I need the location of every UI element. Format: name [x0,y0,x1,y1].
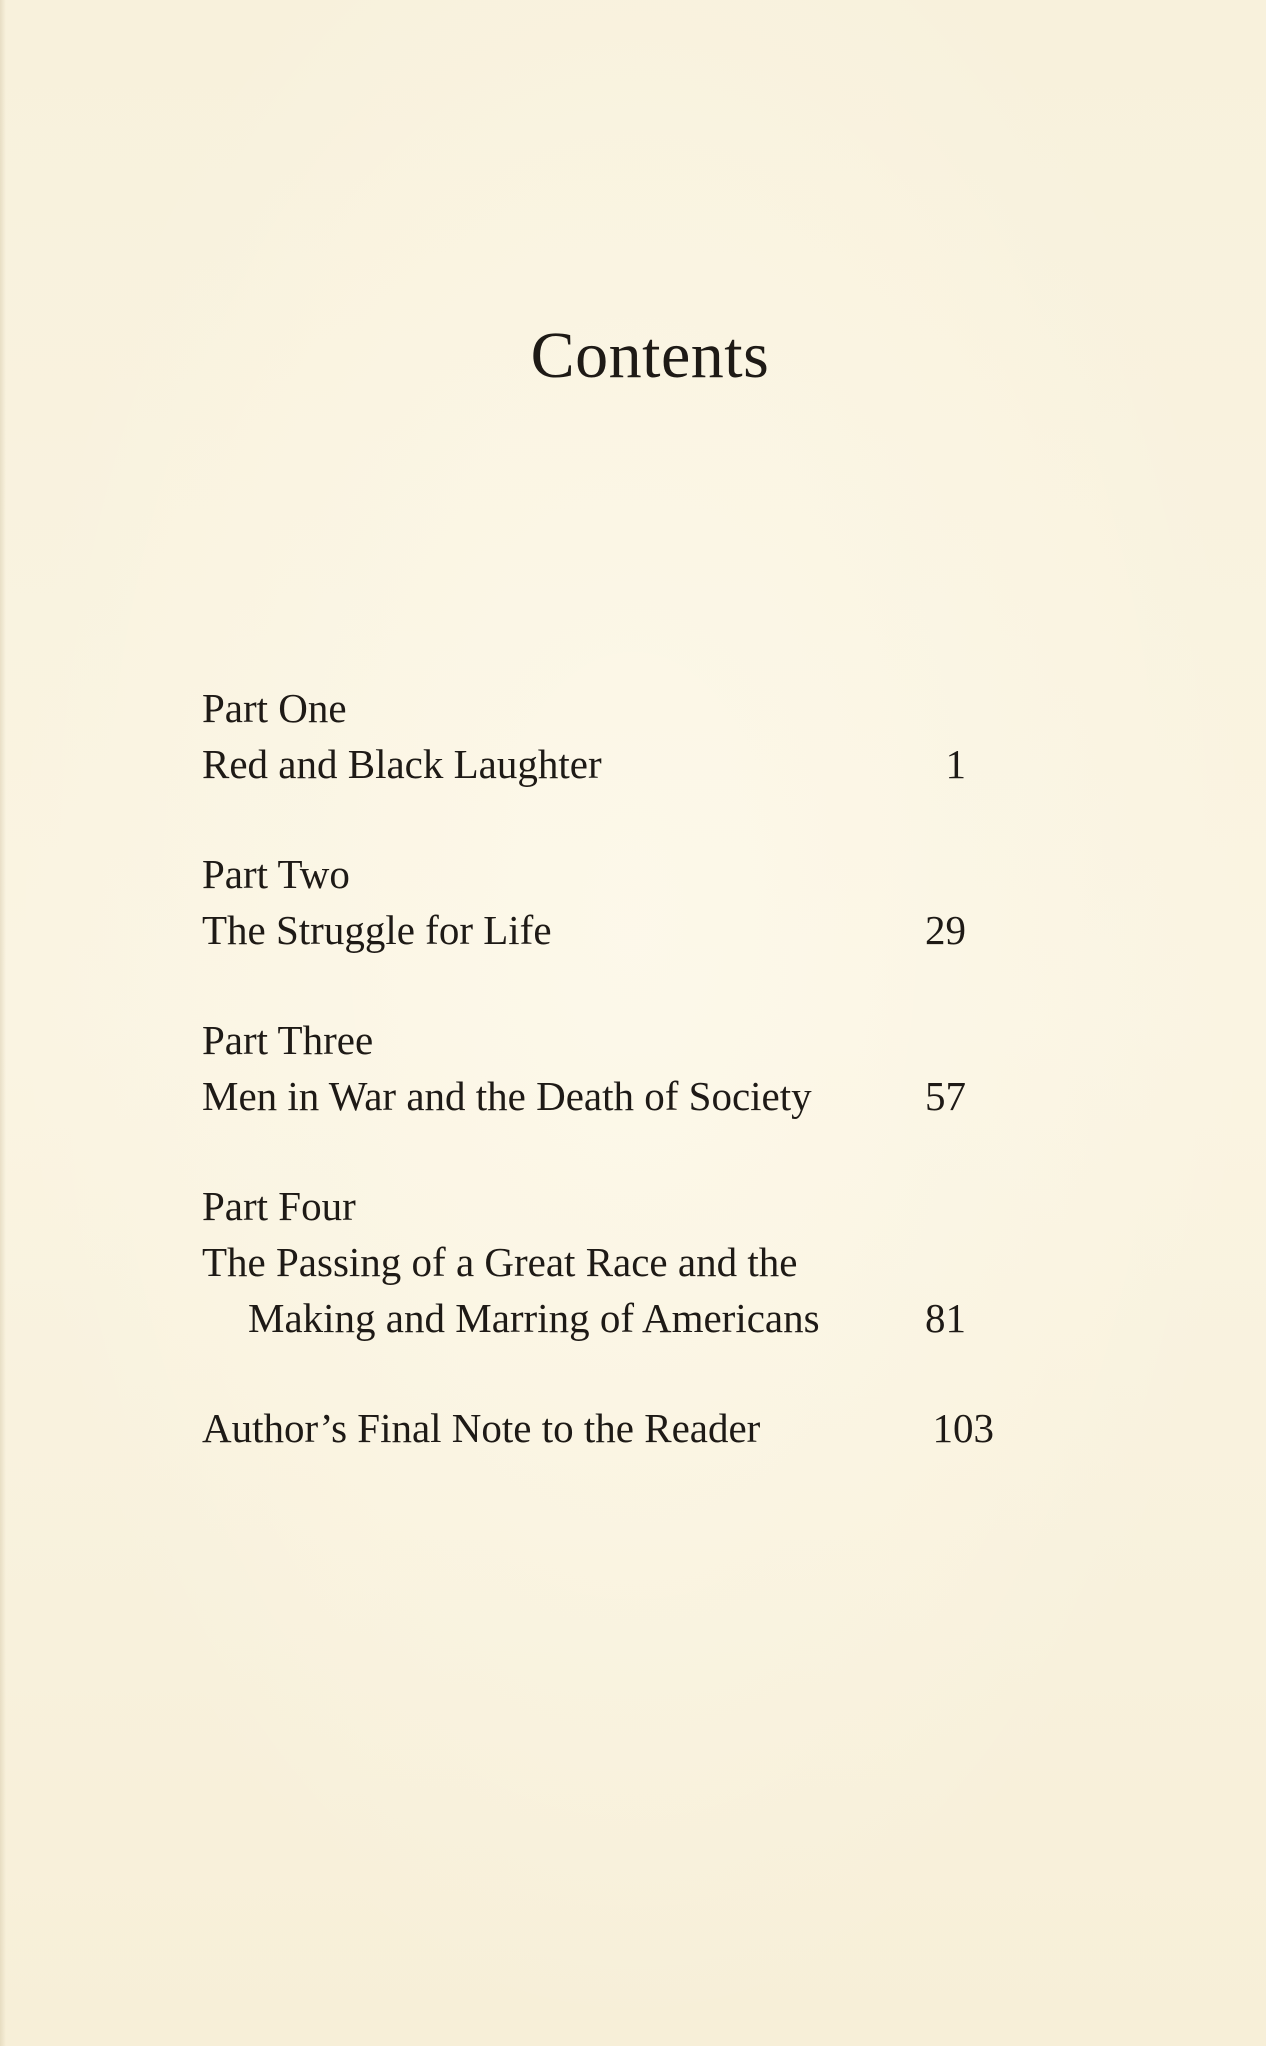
toc-part-label: Part Two [202,851,350,897]
toc-part-label: Part Four [202,1183,356,1229]
table-of-contents [202,680,1102,1456]
toc-part-label: Part One [202,685,347,731]
toc-entry-part-four [202,1178,1102,1346]
toc-entry-title: Author’s Final Note to the Reader [202,1405,761,1451]
contents-title: Contents [530,319,770,392]
page-edge-shadow [0,0,6,2046]
toc-page-number: 29 [925,907,966,953]
toc-entry-title: The Passing of a Great Race and the [202,1239,798,1285]
toc-entry-part-three [202,1012,1102,1124]
toc-page-number: 57 [925,1073,966,1119]
toc-page-number: 81 [925,1295,966,1341]
toc-entry-title: The Struggle for Life [202,907,552,953]
toc-entry-title-continued: Making and Marring of Americans [248,1295,820,1341]
toc-entry-part-one [202,680,1102,792]
toc-entry-part-two [202,846,1102,958]
toc-entry-title: Men in War and the Death of Society [202,1073,812,1119]
toc-entry-title: Red and Black Laughter [202,741,602,787]
toc-entry-final-note [202,1400,1102,1456]
toc-page-number: 103 [932,1405,994,1451]
toc-page-number: 1 [945,741,966,787]
toc-part-label: Part Three [202,1017,374,1063]
